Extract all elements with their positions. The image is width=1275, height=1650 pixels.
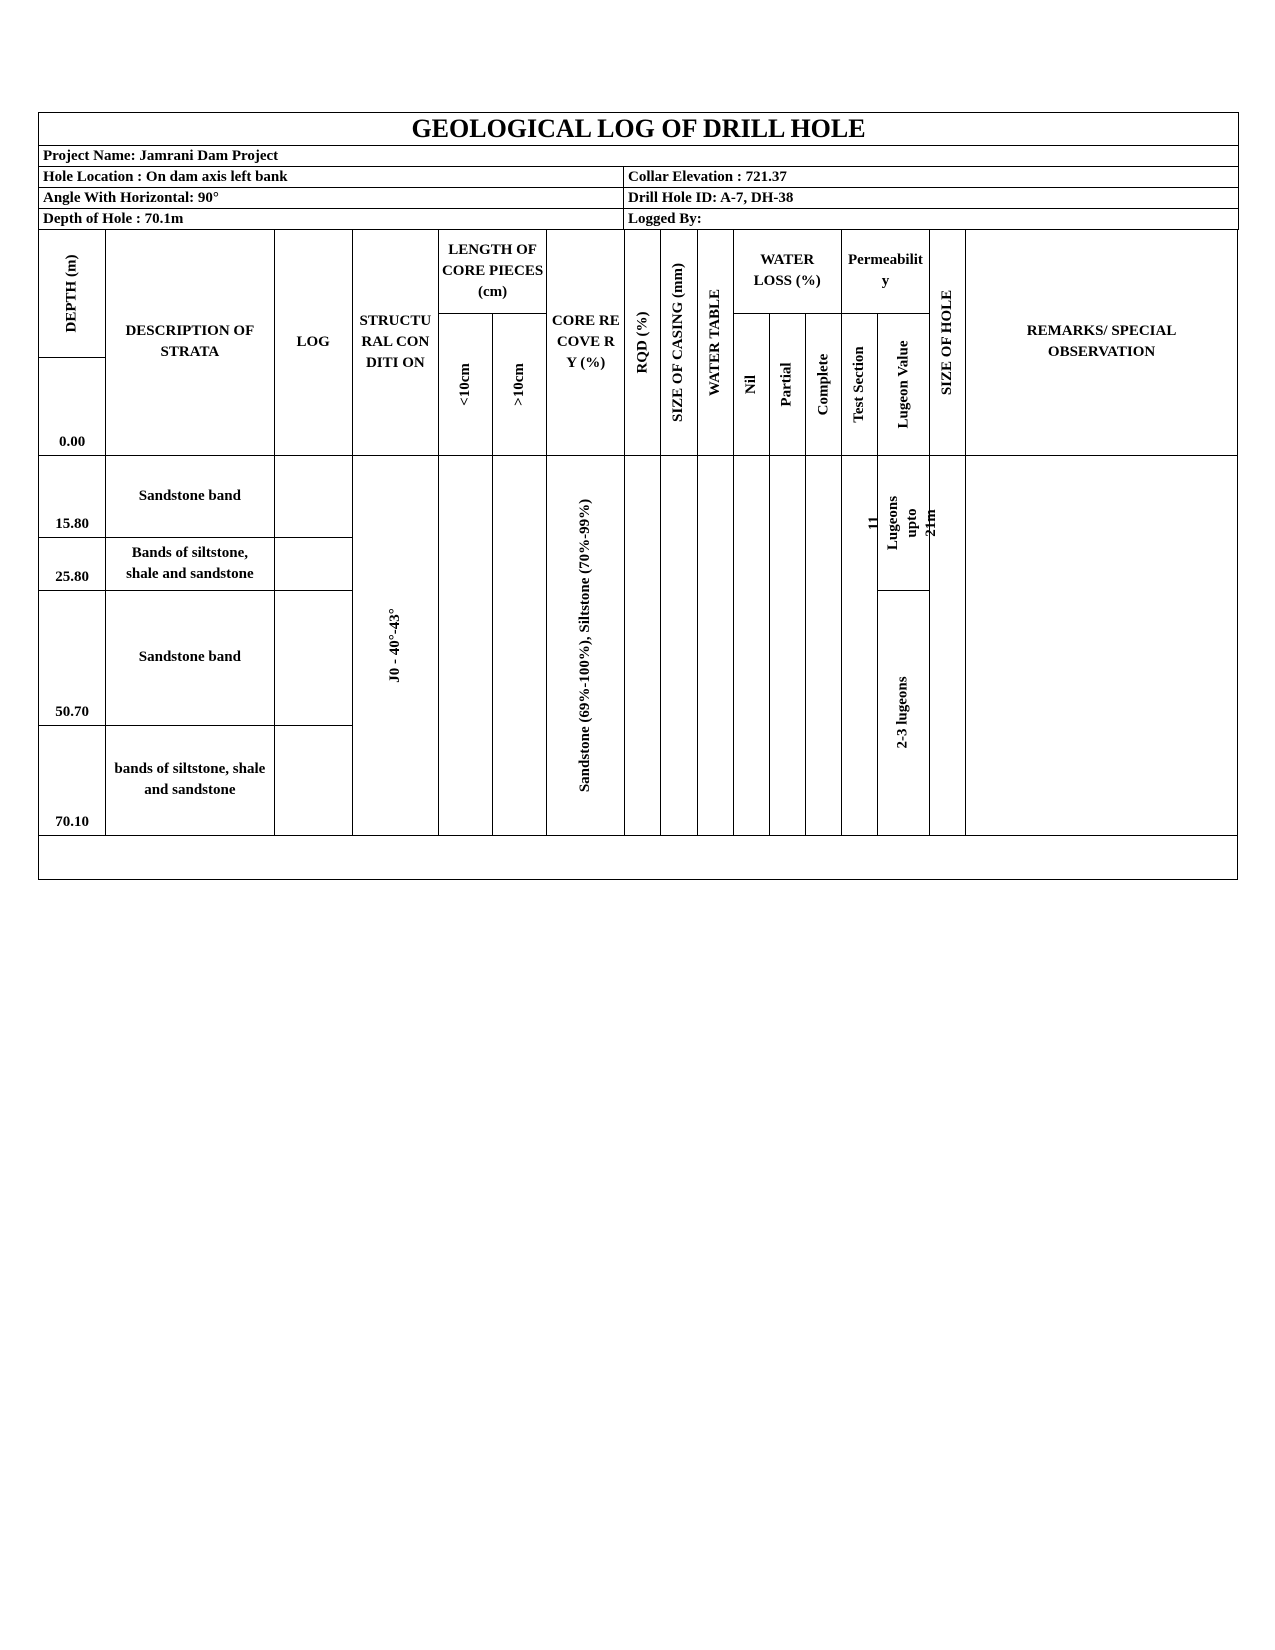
lugeon-header-cell	[877, 313, 929, 455]
nil-header: Nil	[742, 374, 759, 394]
row-depth: 50.70	[39, 590, 106, 725]
partial-header: Partial	[778, 361, 795, 407]
lt10-header: <10cm	[457, 362, 474, 406]
hole-size-header: SIZE OF HOLE	[939, 289, 956, 395]
water-table-cell	[697, 455, 733, 835]
water-loss-header	[733, 229, 841, 313]
lugeon-value-upper: 11 Lugeons upto 21m	[866, 495, 940, 550]
log-header: LOG	[274, 229, 352, 455]
row-description: Bands of siltstone, shale and sandstone	[106, 537, 274, 590]
row-log	[274, 590, 352, 725]
structural-condition-value: J0 - 40°-43°	[386, 607, 403, 683]
row-description: bands of siltstone, shale and sandstone	[106, 725, 274, 835]
project-name: Project Name: Jamrani Dam Project	[39, 146, 1239, 167]
structural-condition-cell	[352, 455, 438, 835]
partial-cell	[769, 455, 805, 835]
core-recovery-cell	[547, 455, 625, 835]
nil-cell	[733, 455, 769, 835]
start-depth: 0.00	[39, 357, 106, 455]
row-log	[274, 725, 352, 835]
remarks-header	[966, 229, 1238, 455]
water-table-header-cell	[697, 229, 733, 455]
lugeon-header: Lugeon Value	[895, 340, 912, 428]
hole-size-header-cell	[930, 229, 966, 455]
core-length-header: LENGTH OF CORE PIECES (cm)	[438, 229, 546, 313]
casing-header: SIZE OF CASING (mm)	[670, 262, 687, 422]
footer-row	[39, 835, 1238, 879]
lt10-cell	[438, 455, 492, 835]
collar-elevation: Collar Elevation : 721.37	[624, 167, 1239, 188]
rqd-header-cell	[625, 229, 661, 455]
lugeon-cell-lower	[877, 590, 929, 835]
lugeon-cell-upper	[866, 455, 940, 590]
core-recovery-value: Sandstone (69%-100%), Siltstone (70%-99%)	[577, 498, 594, 792]
water-loss-label: WATER LOSS (%)	[753, 252, 821, 289]
partial-header-cell	[769, 313, 805, 455]
table-row	[39, 455, 1238, 537]
remarks-label: REMARKS/ SPECIAL OBSERVATION	[1026, 323, 1177, 360]
lugeon-value-lower: 2-3 lugeons	[895, 676, 911, 749]
rqd-header: RQD (%)	[634, 310, 651, 374]
structural-condition-label: STRUCTU RAL CONDITI ON	[359, 312, 432, 371]
remarks-cell	[966, 455, 1238, 835]
row-depth: 25.80	[39, 537, 106, 590]
gt10-header: >10cm	[511, 362, 528, 406]
depth-header-cell	[39, 229, 106, 357]
depth-header: DEPTH (m)	[63, 254, 80, 332]
row-depth: 15.80	[39, 455, 106, 537]
row-log	[274, 537, 352, 590]
nil-header-cell	[733, 313, 769, 455]
drill-log-sheet	[38, 112, 1238, 880]
angle-with-horizontal: Angle With Horizontal: 90°	[39, 188, 624, 209]
permeability-label: Permeabilit y	[847, 252, 923, 289]
complete-header: Complete	[814, 353, 831, 415]
complete-cell	[805, 455, 841, 835]
depth-of-hole: Depth of Hole : 70.1m	[39, 209, 624, 230]
row-description: Sandstone band	[106, 455, 274, 537]
log-table	[38, 229, 1238, 880]
header-table	[38, 112, 1239, 230]
casing-header-cell	[661, 229, 697, 455]
test-section-header: Test Section	[850, 345, 867, 423]
hole-location: Hole Location : On dam axis left bank	[39, 167, 624, 188]
permeability-header	[841, 229, 929, 313]
test-section-header-cell	[841, 313, 877, 455]
core-recovery-header	[547, 229, 625, 455]
water-table-header: WATER TABLE	[706, 288, 723, 396]
rqd-cell	[625, 455, 661, 835]
row-depth: 70.10	[39, 725, 106, 835]
casing-cell	[661, 455, 697, 835]
lt10-header-cell	[438, 313, 492, 455]
description-header: DESCRIPTION OF STRATA	[106, 229, 274, 455]
gt10-header-cell	[493, 313, 547, 455]
core-recovery-label: CORE RECOVE RY (%)	[551, 312, 620, 371]
document-title: GEOLOGICAL LOG OF DRILL HOLE	[39, 113, 1239, 146]
row-description: Sandstone band	[106, 590, 274, 725]
logged-by: Logged By:	[624, 209, 1239, 230]
drill-hole-id: Drill Hole ID: A-7, DH-38	[624, 188, 1239, 209]
structural-condition-header	[352, 229, 438, 455]
gt10-cell	[493, 455, 547, 835]
row-log	[274, 455, 352, 537]
complete-header-cell	[805, 313, 841, 455]
